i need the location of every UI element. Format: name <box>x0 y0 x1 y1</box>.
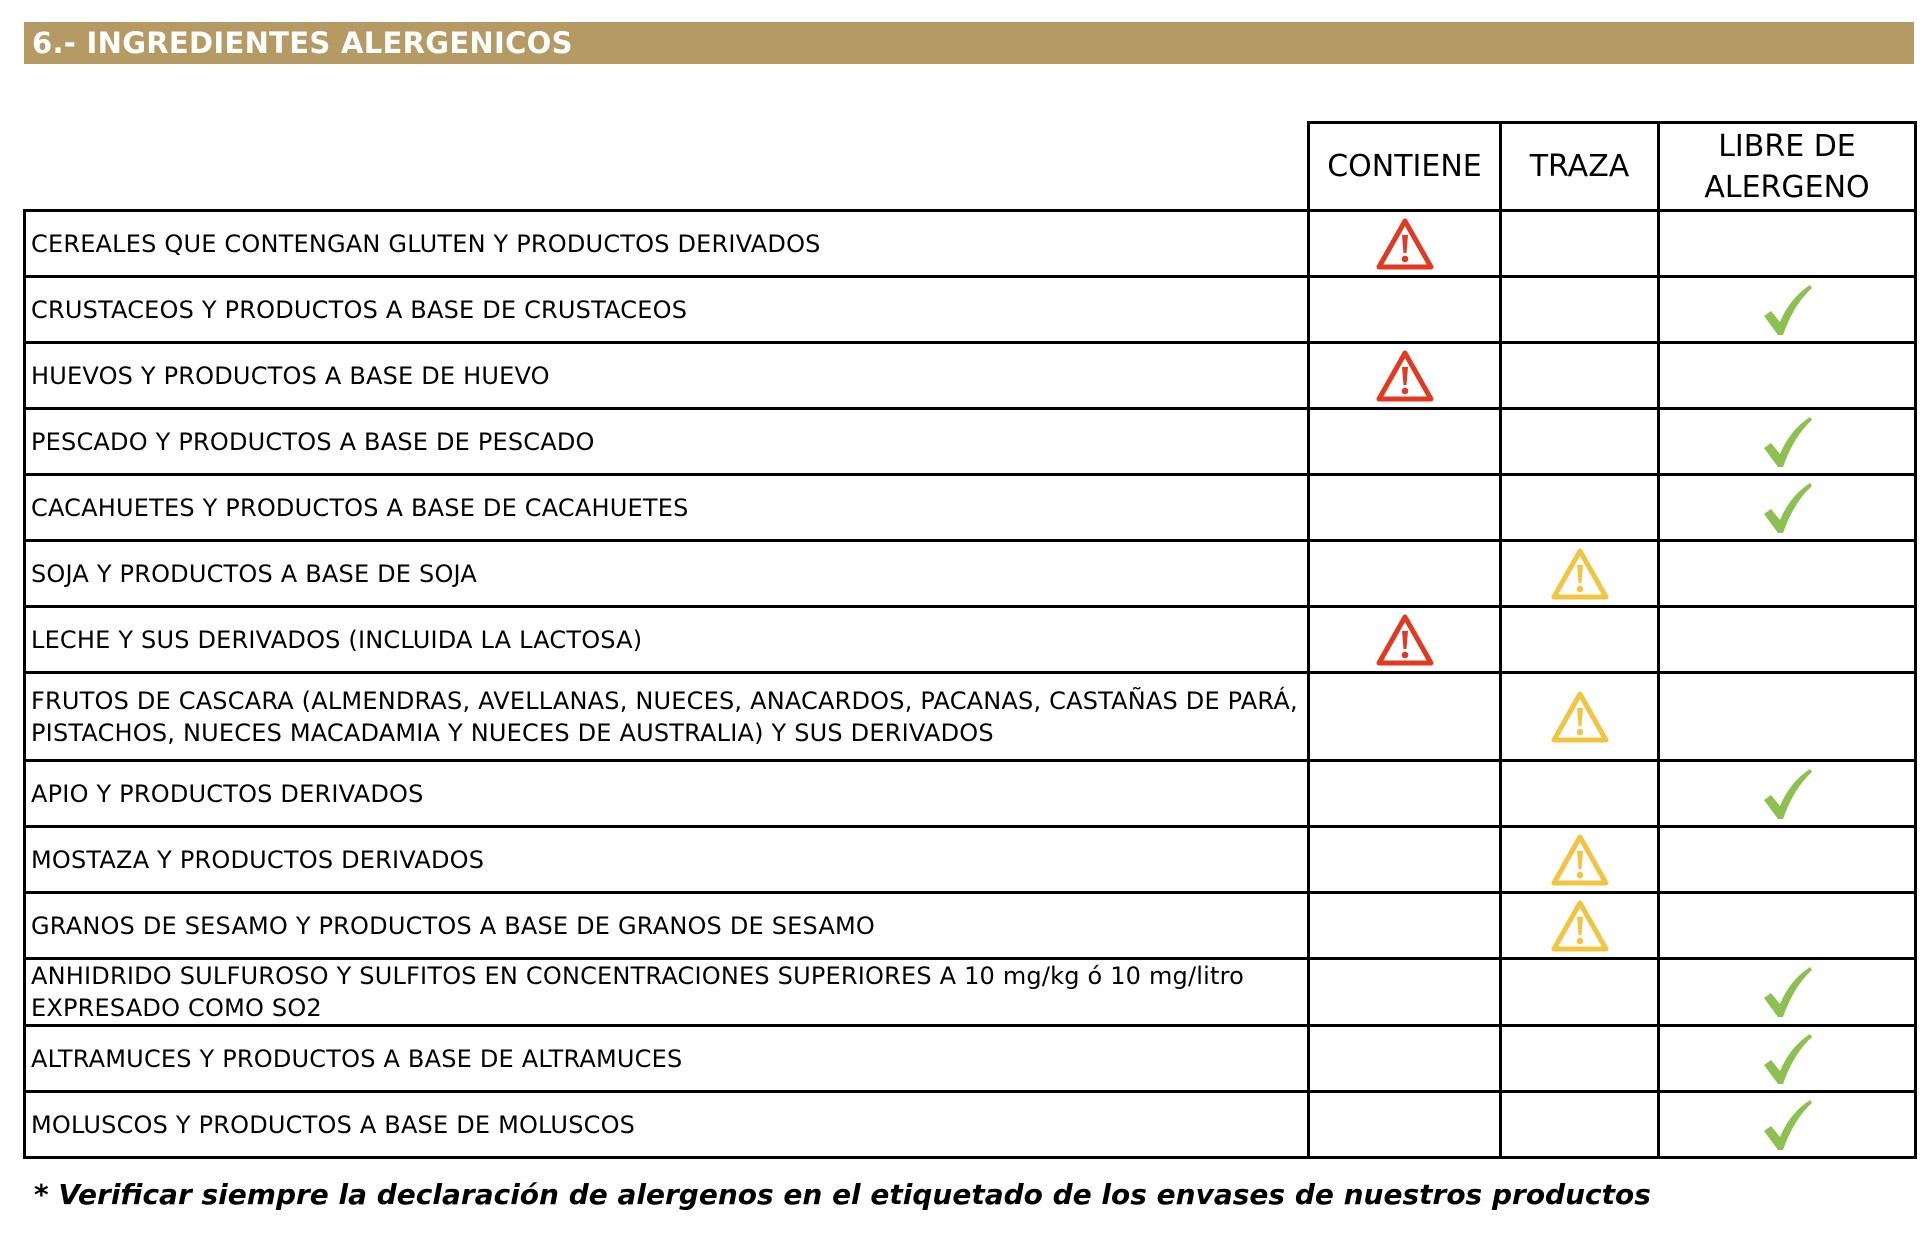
green-check-icon <box>1760 1031 1814 1087</box>
cell-contains <box>1309 1026 1501 1092</box>
cell-free <box>1659 277 1916 343</box>
allergen-name: CEREALES QUE CONTENGAN GLUTEN Y PRODUCTOS DERIVADOS <box>25 211 1309 277</box>
cell-trace <box>1501 761 1659 827</box>
table-row <box>25 211 1916 277</box>
column-header-free <box>1659 123 1916 211</box>
cell-free <box>1659 343 1916 409</box>
table-row <box>25 607 1916 673</box>
cell-trace <box>1501 475 1659 541</box>
allergen-name: ANHIDRIDO SULFUROSO Y SULFITOS EN CONCENTRACIONES SUPERIORES A 10 mg/kg ó 10 mg/litro EXPRESADO COMO SO2 <box>25 959 1309 1026</box>
cell-trace <box>1501 211 1659 277</box>
allergen-name: APIO Y PRODUCTOS DERIVADOS <box>25 761 1309 827</box>
green-check-icon <box>1760 1097 1814 1153</box>
cell-trace <box>1501 827 1659 893</box>
allergen-name: GRANOS DE SESAMO Y PRODUCTOS A BASE DE GRANOS DE SESAMO <box>25 893 1309 959</box>
cell-contains <box>1309 277 1501 343</box>
column-header-free-line1: LIBRE DE <box>1718 128 1856 164</box>
red-warning-triangle-icon <box>1375 349 1435 403</box>
yellow-warning-triangle-icon <box>1550 690 1610 744</box>
cell-trace <box>1501 277 1659 343</box>
table-row <box>25 475 1916 541</box>
cell-trace <box>1501 959 1659 1026</box>
table-row <box>25 761 1916 827</box>
cell-contains <box>1309 343 1501 409</box>
cell-trace <box>1501 409 1659 475</box>
cell-free <box>1659 541 1916 607</box>
cell-contains <box>1309 893 1501 959</box>
cell-free <box>1659 1026 1916 1092</box>
cell-free <box>1659 893 1916 959</box>
cell-contains <box>1309 827 1501 893</box>
table-row <box>25 277 1916 343</box>
cell-contains <box>1309 673 1501 761</box>
table-header-row <box>25 123 1916 211</box>
column-header-trace: TRAZA <box>1501 123 1659 211</box>
cell-free <box>1659 1092 1916 1158</box>
allergen-name: MOLUSCOS Y PRODUCTOS A BASE DE MOLUSCOS <box>25 1092 1309 1158</box>
cell-contains <box>1309 1092 1501 1158</box>
yellow-warning-triangle-icon <box>1550 833 1610 887</box>
column-header-contains: CONTIENE <box>1309 123 1501 211</box>
cell-free <box>1659 607 1916 673</box>
yellow-warning-triangle-icon <box>1550 899 1610 953</box>
green-check-icon <box>1760 414 1814 470</box>
red-warning-triangle-icon <box>1375 613 1435 667</box>
allergen-name: ALTRAMUCES Y PRODUCTOS A BASE DE ALTRAMUCES <box>25 1026 1309 1092</box>
green-check-icon <box>1760 282 1814 338</box>
table-row <box>25 893 1916 959</box>
table-row <box>25 827 1916 893</box>
column-header-free-line2: ALERGENO <box>1704 169 1870 205</box>
cell-contains <box>1309 409 1501 475</box>
cell-free <box>1659 959 1916 1026</box>
red-warning-triangle-icon <box>1375 217 1435 271</box>
green-check-icon <box>1760 964 1814 1020</box>
cell-trace <box>1501 893 1659 959</box>
cell-free <box>1659 475 1916 541</box>
cell-contains <box>1309 475 1501 541</box>
allergen-name: CACAHUETES Y PRODUCTOS A BASE DE CACAHUETES <box>25 475 1309 541</box>
yellow-warning-triangle-icon <box>1550 547 1610 601</box>
table-row <box>25 1092 1916 1158</box>
table-row <box>25 541 1916 607</box>
allergen-name: SOJA Y PRODUCTOS A BASE DE SOJA <box>25 541 1309 607</box>
cell-contains <box>1309 959 1501 1026</box>
allergen-name: PESCADO Y PRODUCTOS A BASE DE PESCADO <box>25 409 1309 475</box>
table-row <box>25 343 1916 409</box>
table-row <box>25 959 1916 1026</box>
cell-contains <box>1309 211 1501 277</box>
green-check-icon <box>1760 480 1814 536</box>
cell-free <box>1659 211 1916 277</box>
footnote: * Verificar siempre la declaración de alergenos en el etiquetado de los envases de nuestros productos <box>34 1178 1651 1211</box>
cell-trace <box>1501 673 1659 761</box>
allergen-name: CRUSTACEOS Y PRODUCTOS A BASE DE CRUSTACEOS <box>25 277 1309 343</box>
cell-trace <box>1501 1092 1659 1158</box>
cell-trace <box>1501 1026 1659 1092</box>
cell-free <box>1659 761 1916 827</box>
green-check-icon <box>1760 766 1814 822</box>
cell-contains <box>1309 541 1501 607</box>
allergen-name: FRUTOS DE CASCARA (ALMENDRAS, AVELLANAS, NUECES, ANACARDOS, PACANAS, CASTAÑAS DE PARÁ, PISTACHOS, NUECES MACADAMIA Y NUECES DE AUSTRALIA) Y SUS DERIVADOS <box>25 673 1309 761</box>
cell-trace <box>1501 607 1659 673</box>
blank-header-cell <box>25 123 1309 211</box>
cell-free <box>1659 673 1916 761</box>
cell-trace <box>1501 541 1659 607</box>
allergen-name: LECHE Y SUS DERIVADOS (INCLUIDA LA LACTOSA) <box>25 607 1309 673</box>
table-row <box>25 1026 1916 1092</box>
cell-free <box>1659 409 1916 475</box>
cell-contains <box>1309 607 1501 673</box>
cell-contains <box>1309 761 1501 827</box>
table-row <box>25 409 1916 475</box>
allergen-table <box>23 121 1917 1159</box>
cell-free <box>1659 827 1916 893</box>
allergen-name: HUEVOS Y PRODUCTOS A BASE DE HUEVO <box>25 343 1309 409</box>
cell-trace <box>1501 343 1659 409</box>
table-row <box>25 673 1916 761</box>
allergen-name: MOSTAZA Y PRODUCTOS DERIVADOS <box>25 827 1309 893</box>
section-title: 6.- INGREDIENTES ALERGENICOS <box>24 22 1914 64</box>
